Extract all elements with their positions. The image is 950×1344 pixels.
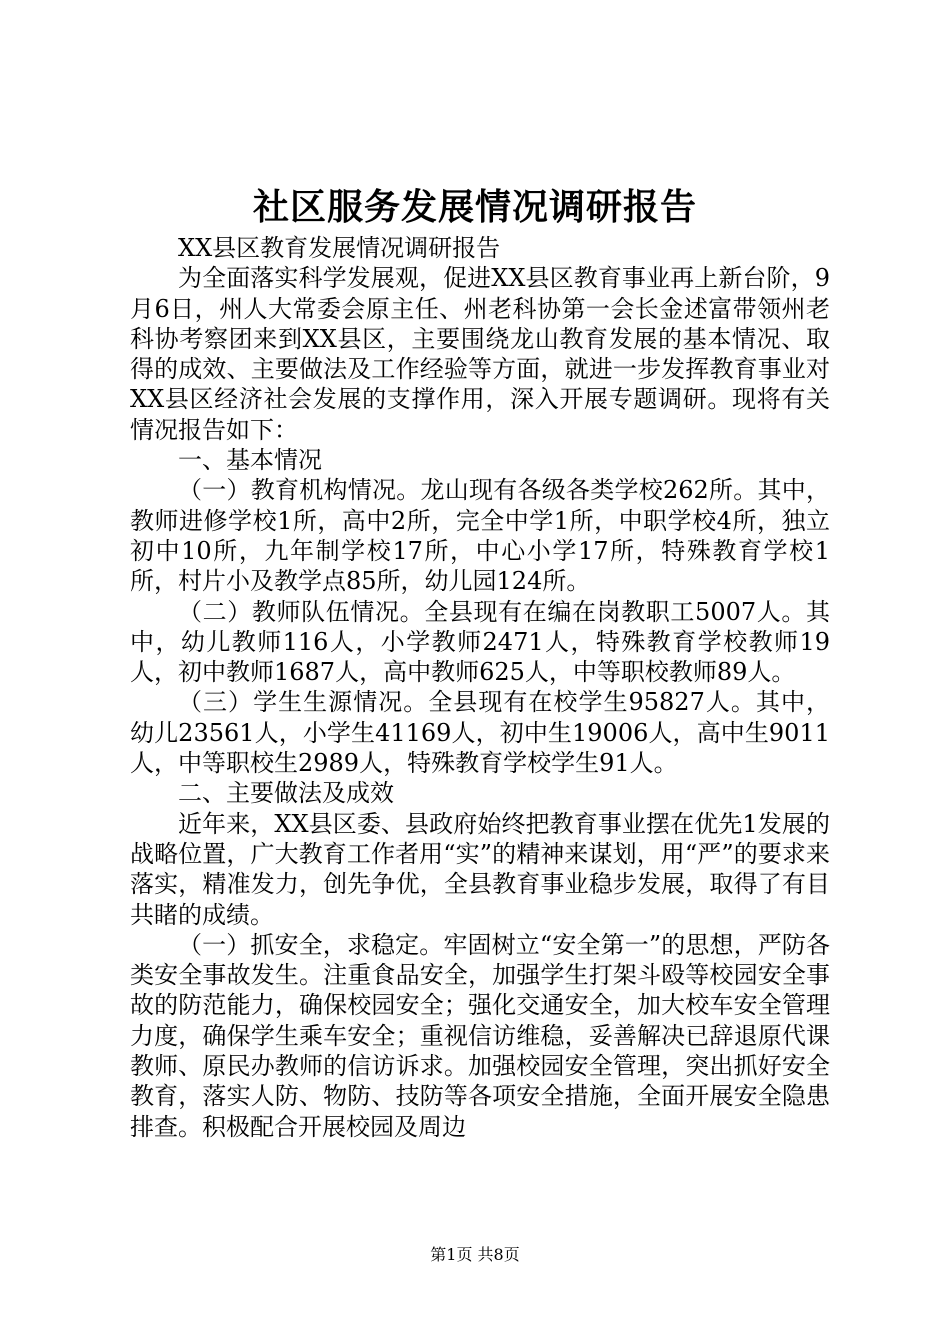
section-heading-basic: 一、基本情况 — [178, 446, 322, 475]
institutions-paragraph: （一）教育机构情况。龙山现有各级各类学校262所。其中，教师进修学校1所，高中2所，完全中学1所，中职学校4所，独立初中10所，九年制学校17所，中心小学17所，特殊教育学校1所，村片小及教学点85所，幼儿园124所。 — [130, 476, 830, 596]
intro-paragraph: 为全面落实科学发展观，促进XX县区教育事业再上新台阶，9月6日，州人大常委会原主任、州老科协第一会长金述富带领州老科协考察团来到XX县区，主要围绕龙山教育发展的基本情况、取得的成效、主要做法及工作经验等方面，就进一步发挥教育事业对XX县区经济社会发展的支撑作用，深入开展专题调研。现将有关情况报告如下： — [130, 264, 830, 444]
measures-intro-paragraph: 近年来，XX县区委、县政府始终把教育事业摆在优先1发展的战略位置，广大教育工作者用“实”的精神来谋划，用“严”的要求来落实，精准发力，创先争优，全县教育事业稳步发展，取得了有目共睹的成绩。 — [130, 809, 830, 929]
section-heading-measures: 二、主要做法及成效 — [178, 779, 394, 808]
students-paragraph: （三）学生生源情况。全县现有在校学生95827人。其中，幼儿23561人，小学生41169人，初中生19006人，高中生9011人，中等职校生2989人，特殊教育学校学生91人。 — [130, 688, 830, 778]
safety-paragraph: （一）抓安全，求稳定。牢固树立“安全第一”的思想，严防各类安全事故发生。注重食品安全，加强学生打架斗殴等校园安全事故的防范能力，确保校园安全；强化交通安全，加大校车安全管理力度，确保学生乘车安全；重视信访维稳，妥善解决已辞退原代课教师、原民办教师的信访诉求。加强校园安全管理，突出抓好安全教育，落实人防、物防、技防等各项安全措施，全面开展安全隐患排查。积极配合开展校园及周边 — [130, 930, 830, 1141]
teachers-paragraph: （二）教师队伍情况。全县现有在编在岗教职工5007人。其中，幼儿教师116人，小学教师2471人，特殊教育学校教师19人，初中教师1687人，高中教师625人，中等职校教师89人。 — [130, 597, 830, 687]
document-body — [130, 233, 830, 1142]
subtitle-paragraph: XX县区教育发展情况调研报告 — [178, 234, 501, 262]
page-footer: 第1页 共8页 — [430, 1245, 520, 1264]
document-title: 社区服务发展情况调研报告 — [252, 186, 697, 228]
